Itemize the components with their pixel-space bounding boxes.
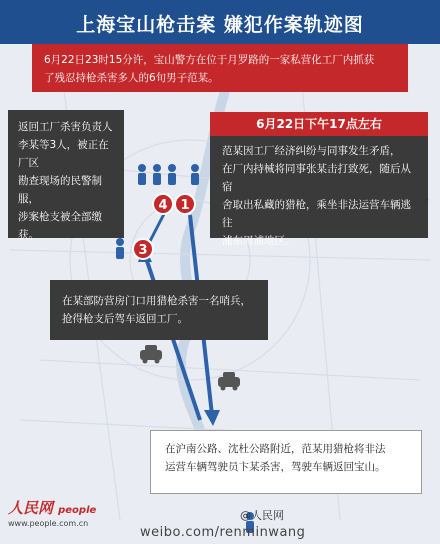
header-bar [0, 0, 440, 44]
logo-sub-text: people [58, 505, 97, 516]
event-3-box [50, 280, 268, 340]
event-1-line: 范某因工厂经济纠纷与同事发生矛盾， [222, 145, 401, 157]
logo-url: www.people.com.cn [8, 519, 89, 528]
event-2-line: 在沪南公路、沈杜公路附近，范某用猎枪将非法 [165, 443, 386, 455]
event-1-line: 浦东周浦地区。 [222, 235, 296, 247]
event-1-box [210, 112, 428, 247]
event-4-box [8, 110, 124, 241]
people-logo [8, 497, 96, 528]
event-4-line: 涉案枪支被全部缴获。 [18, 211, 102, 241]
marker-1: 1 [174, 193, 196, 215]
event-1-line: 舍取出私藏的猎枪，乘坐非法运营车辆逃往 [222, 199, 411, 229]
intro-line: 了残忍持枪杀害多人的6旬男子范某。 [44, 72, 219, 84]
event-2-box [150, 430, 422, 494]
event-4-line: 李某等3人，被正在厂区 [18, 139, 109, 169]
event-2-line: 运营车辆驾驶员卞某杀害，驾驶车辆返回宝山。 [165, 461, 386, 473]
event-1-line: 在厂内持械将同事张某击打致死，随后从宿 [222, 163, 411, 193]
intro-line: 6月22日23时15分许，宝山警方在位于月罗路的一家私营化工厂内抓获 [44, 54, 375, 66]
weibo-url: weibo.com/renminwang [140, 525, 306, 540]
logo-text: 人民网 [8, 499, 54, 517]
event-1-heading: 6月22日下午17点左右 [210, 112, 428, 136]
marker-3: 3 [132, 238, 154, 260]
marker-4: 4 [152, 193, 174, 215]
event-3-line: 在某部防营房门口用猎枪杀害一名哨兵， [62, 295, 251, 307]
intro-box [32, 44, 408, 92]
event-4-line: 返回工厂杀害负责人 [18, 121, 113, 133]
event-3-line: 抢得枪支后驾车返回工厂。 [62, 313, 188, 325]
weibo-watermark: @人民网 [240, 509, 284, 522]
page-title: 上海宝山枪击案 嫌犯作案轨迹图 [76, 14, 364, 36]
event-4-line: 勘查现场的民警制服， [18, 175, 102, 205]
event-1-body [210, 136, 428, 256]
